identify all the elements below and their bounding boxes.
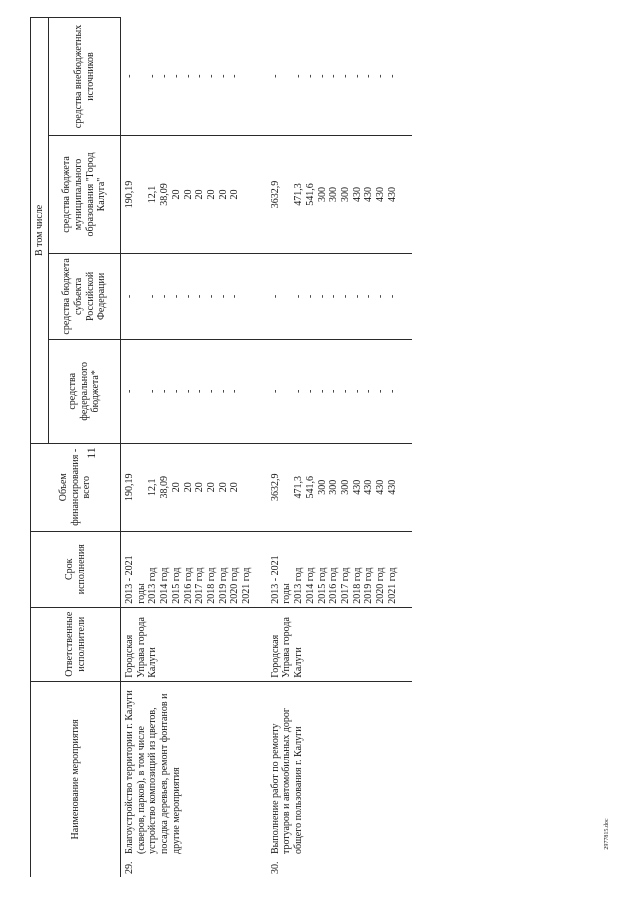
page-number: 11 [84, 447, 98, 459]
regional-value-cell [267, 253, 413, 339]
federal-value-cell [121, 339, 267, 443]
federal-value: - [386, 389, 398, 393]
rotated-page [30, 17, 630, 877]
period: 2019 год [217, 567, 229, 604]
regional-value: - [229, 294, 241, 299]
extrabudget-value: - [205, 74, 217, 78]
extrabudget-value: - [229, 74, 241, 78]
total-value: 20 [194, 482, 206, 493]
total-value: 430 [363, 479, 375, 495]
period: 2016 год [328, 567, 340, 604]
municipal-value: 38,09 [159, 183, 171, 206]
total-value: 3632,9 [269, 473, 281, 502]
period: 2013 - 2021 годы [269, 555, 293, 604]
period: 2015 год [170, 567, 182, 604]
extrabudget-value: - [194, 74, 206, 78]
federal-value: - [304, 389, 316, 393]
period: 2018 год [205, 567, 217, 604]
period: 2013 год [147, 567, 159, 604]
regional-value: - [217, 294, 229, 299]
activity-name-cell [267, 681, 413, 877]
total-value: 190,19 [124, 473, 135, 502]
federal-value: - [124, 389, 135, 393]
period: 2017 год [339, 567, 351, 604]
regional-value: - [375, 294, 387, 299]
municipal-value: 20 [170, 189, 182, 200]
row-number: 29. [124, 861, 135, 874]
municipal-value [281, 139, 293, 250]
executors-cell [121, 607, 267, 681]
activity-name: Выполнение работ по ремонту тротуаров и автомобильных дорог общего пользования г. Калуги [269, 707, 305, 854]
federal-value [281, 343, 293, 440]
extrabudget-value: - [182, 74, 194, 78]
total-value: 300 [328, 479, 340, 495]
period: 2014 год [159, 567, 171, 604]
executors-cell [267, 607, 413, 681]
period: 2020 год [229, 567, 241, 604]
federal-value: - [229, 389, 241, 393]
row-number: 30. [269, 861, 281, 874]
regional-value: - [293, 294, 305, 299]
federal-value: - [316, 389, 328, 393]
regional-value: - [170, 294, 182, 299]
period: 2020 год [375, 567, 387, 604]
total-value: 300 [316, 479, 328, 495]
total-value: 12,1 [147, 478, 159, 497]
header-name: Наименование мероприятия [31, 681, 121, 877]
regional-value: - [182, 294, 194, 299]
regional-value-cell [121, 253, 267, 339]
total-value: 300 [339, 479, 351, 495]
federal-value: - [194, 389, 206, 393]
municipal-value: 20 [229, 189, 241, 200]
activity-name-cell [121, 681, 267, 877]
regional-value: - [386, 294, 398, 299]
municipal-value: 300 [339, 186, 351, 202]
document-code: 2977815.doc [604, 818, 610, 850]
regional-value: - [316, 294, 328, 299]
financing-table [30, 17, 412, 877]
extrabudget-value: - [328, 74, 340, 78]
regional-value: - [124, 294, 135, 299]
extrabudget-value: - [351, 74, 363, 78]
table-row [121, 18, 267, 878]
regional-value: - [147, 294, 159, 299]
executors: Городская Управа города Калуги [269, 617, 305, 678]
extrabudget-value: - [293, 74, 305, 78]
municipal-value-cell [121, 136, 267, 254]
extrabudget-value: - [147, 74, 159, 78]
extrabudget-value: - [269, 74, 281, 78]
table-row [267, 18, 413, 878]
total-value-cell [267, 443, 413, 531]
extrabudget-value [136, 21, 148, 133]
extrabudget-value: - [386, 74, 398, 78]
federal-value: - [269, 389, 281, 393]
municipal-value: 20 [205, 189, 217, 200]
municipal-value: 300 [316, 186, 328, 202]
extrabudget-value: - [159, 74, 171, 78]
municipal-value-cell [267, 136, 413, 254]
federal-value: - [170, 389, 182, 393]
municipal-value: 430 [375, 186, 387, 202]
total-value: 38,09 [159, 476, 171, 499]
total-value-cell [121, 443, 267, 531]
period: 2017 год [194, 567, 206, 604]
total-value: 430 [386, 479, 398, 495]
header-regional: средства бюджета субъекта Российской Федерации [49, 253, 121, 339]
period: 2015 год [316, 567, 328, 604]
extrabudget-value: - [339, 74, 351, 78]
period: 2018 год [351, 567, 363, 604]
municipal-value: 541,6 [304, 183, 316, 206]
period-cell [121, 531, 267, 607]
regional-value [136, 257, 148, 336]
municipal-value: 430 [386, 186, 398, 202]
extrabudget-value: - [363, 74, 375, 78]
regional-value: - [328, 294, 340, 299]
header-federal: средства федерального бюджета* [49, 339, 121, 443]
extrabudget-value: - [217, 74, 229, 78]
total-value: 20 [182, 482, 194, 493]
federal-value: - [182, 389, 194, 393]
regional-value: - [351, 294, 363, 299]
header-period: Срок исполнения [31, 531, 121, 607]
federal-value [136, 343, 148, 440]
period: 2013 - 2021 годы [124, 555, 147, 604]
extrabudget-value [281, 21, 293, 133]
header-executors: Ответственные исполнители [31, 607, 121, 681]
total-value: 430 [351, 479, 363, 495]
executors: Городская Управа города Калуги [124, 617, 159, 678]
period: 2013 год [293, 567, 305, 604]
federal-value: - [217, 389, 229, 393]
federal-value: - [159, 389, 171, 393]
municipal-value: 430 [351, 186, 363, 202]
federal-value: - [363, 389, 375, 393]
extrabudget-value: - [375, 74, 387, 78]
municipal-value: 20 [194, 189, 206, 200]
header-including: В том числе [31, 18, 49, 444]
municipal-value: 3632,9 [269, 180, 281, 209]
municipal-value: 300 [328, 186, 340, 202]
total-value: 471,3 [293, 476, 305, 499]
municipal-value: 190,19 [124, 180, 135, 209]
regional-value: - [194, 294, 206, 299]
regional-value: - [304, 294, 316, 299]
regional-value: - [205, 294, 217, 299]
total-value: 20 [205, 482, 217, 493]
header-total: Объем финансирования - всего [31, 443, 121, 531]
federal-value: - [147, 389, 159, 393]
period: 2021 год [241, 567, 253, 604]
total-value: 430 [375, 479, 387, 495]
regional-value [281, 257, 293, 336]
regional-value: - [363, 294, 375, 299]
federal-value: - [293, 389, 305, 393]
regional-value: - [159, 294, 171, 299]
header-extrabudget: средства внебюджетных источников [49, 18, 121, 136]
federal-value: - [328, 389, 340, 393]
total-value: 20 [217, 482, 229, 493]
federal-value: - [351, 389, 363, 393]
total-value [136, 447, 148, 528]
municipal-value [136, 139, 148, 250]
municipal-value: 430 [363, 186, 375, 202]
regional-value: - [339, 294, 351, 299]
municipal-value: 20 [182, 189, 194, 200]
federal-value-cell [267, 339, 413, 443]
period: 2016 год [182, 567, 194, 604]
total-value: 20 [229, 482, 241, 493]
total-value: 20 [170, 482, 182, 493]
federal-value: - [339, 389, 351, 393]
extrabudget-value-cell [267, 18, 413, 136]
activity-name: Благоустройство территории г. Калуги (скверов, парков), в том числе устройство композиций из цветов, посадка деревьев, ремонт фонтанов и другие мероприятия [124, 690, 182, 854]
regional-value: - [269, 294, 281, 299]
municipal-value: 12,1 [147, 185, 159, 204]
header-municipal: средства бюджета муниципального образования "Город Калуга" [49, 136, 121, 254]
total-value [281, 447, 293, 528]
extrabudget-value-cell [121, 18, 267, 136]
extrabudget-value: - [304, 74, 316, 78]
municipal-value: 471,3 [293, 183, 305, 206]
period: 2014 год [304, 567, 316, 604]
total-value: 541,6 [304, 476, 316, 499]
extrabudget-value: - [170, 74, 182, 78]
federal-value: - [205, 389, 217, 393]
period-cell [267, 531, 413, 607]
federal-value: - [375, 389, 387, 393]
municipal-value: 20 [217, 189, 229, 200]
period: 2021 год [386, 567, 398, 604]
period: 2019 год [363, 567, 375, 604]
extrabudget-value: - [124, 74, 135, 78]
extrabudget-value: - [316, 74, 328, 78]
